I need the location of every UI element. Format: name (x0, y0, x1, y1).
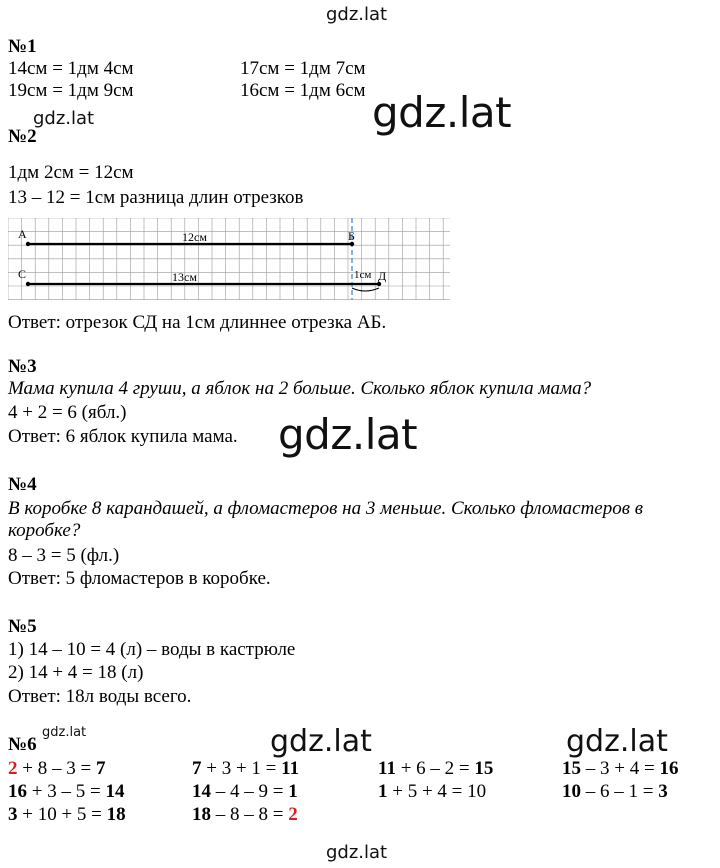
task6-expr-3 (378, 758, 493, 780)
task5-answer: Ответ: 18л воды всего. (8, 686, 192, 707)
task6-expr-7 (378, 781, 486, 803)
watermark-tiny: gdz.lat (42, 725, 87, 740)
task6-expr-5 (8, 781, 124, 803)
result: 18 (106, 804, 126, 825)
result: 15 (474, 758, 494, 779)
label-point-d: Д (378, 269, 387, 283)
task3-problem: Мама купила 4 груши, а яблок на 2 больше. Сколько яблок купила мама? (8, 378, 592, 399)
result: 1 (288, 781, 298, 802)
result: 14 (105, 781, 125, 802)
operations: + 8 – 3 = (17, 758, 96, 779)
task6-expr-10 (192, 804, 298, 826)
point-c-dot (26, 282, 30, 286)
task4-heading: №4 (8, 474, 37, 495)
watermark-top: gdz.lat (326, 4, 388, 25)
result: 16 (659, 758, 679, 779)
task6-expr-8 (562, 781, 668, 803)
operations: + 10 + 5 = (17, 804, 107, 825)
task6-heading: №6 (8, 734, 37, 755)
operations: – 4 – 9 = (211, 781, 289, 802)
task6-expr-4 (562, 758, 678, 780)
label-point-a: А (18, 227, 27, 241)
task1-heading: №1 (8, 36, 37, 57)
task1-eq-2: 17см = 1дм 7см (240, 58, 366, 79)
operations: – 8 – 8 = (211, 804, 289, 825)
operations: – 6 – 1 = (581, 781, 659, 802)
watermark-bottom: gdz.lat (326, 842, 388, 863)
label-point-c: С (18, 267, 27, 281)
segment-grid-figure (8, 218, 450, 300)
watermark-medium-2: gdz.lat (566, 724, 668, 759)
start-number: 10 (562, 781, 581, 802)
watermark-large-1: gdz.lat (372, 88, 512, 137)
task6-expr-1 (8, 758, 105, 780)
label-length-ab: 12см (182, 230, 207, 244)
task3-solution: 4 + 2 = 6 (ябл.) (8, 402, 127, 423)
result: 11 (281, 758, 300, 779)
operations: – 3 + 4 = (581, 758, 660, 779)
watermark-small: gdz.lat (33, 108, 95, 129)
start-number: 16 (8, 781, 27, 802)
start-number: 14 (192, 781, 211, 802)
start-number: 11 (378, 758, 396, 779)
task5-heading: №5 (8, 616, 37, 637)
watermark-large-2: gdz.lat (278, 410, 418, 459)
result: 3 (658, 781, 668, 802)
label-length-diff: 1см (354, 269, 372, 281)
task5-step-1: 1) 14 – 10 = 4 (л) – воды в кастрюле (8, 639, 296, 660)
operations: + 6 – 2 = (395, 758, 475, 779)
start-number: 1 (378, 781, 388, 802)
task1-eq-1: 14см = 1дм 4см (8, 58, 134, 79)
start-number: 2 (8, 758, 18, 779)
result: 2 (288, 804, 298, 825)
label-length-cd: 13см (172, 270, 197, 284)
task4-problem-line-2: коробке? (8, 520, 81, 541)
start-number: 3 (8, 804, 18, 825)
operations: + 3 + 1 = (201, 758, 282, 779)
task6-expr-6 (192, 781, 298, 803)
task4-solution: 8 – 3 = 5 (фл.) (8, 545, 120, 566)
watermark-medium-1: gdz.lat (270, 724, 372, 759)
grid-lines (8, 218, 450, 300)
result: 7 (95, 758, 106, 779)
task3-heading: №3 (8, 356, 37, 377)
task6-expr-9 (8, 804, 126, 826)
task6-expr-2 (192, 758, 299, 780)
task5-step-2: 2) 14 + 4 = 18 (л) (8, 662, 144, 683)
label-point-b: Б (348, 229, 355, 243)
task1-eq-3: 19см = 1дм 9см (8, 80, 134, 101)
operations: + 3 – 5 = (27, 781, 106, 802)
task2-line-2: 13 – 12 = 1см разница длин отрезков (8, 187, 304, 208)
point-a-dot (26, 242, 30, 246)
task2-line-1: 1дм 2см = 12см (8, 162, 134, 183)
task4-answer: Ответ: 5 фломастеров в коробке. (8, 568, 271, 589)
task3-answer: Ответ: 6 яблок купила мама. (8, 426, 238, 447)
start-number: 7 (192, 758, 202, 779)
operations: + 5 + 4 = (387, 781, 468, 802)
task1-eq-4: 16см = 1дм 6см (240, 80, 366, 101)
start-number: 15 (562, 758, 581, 779)
start-number: 18 (192, 804, 211, 825)
task2-heading: №2 (8, 126, 37, 147)
task4-problem-line-1: В коробке 8 карандашей, а фломастеров на 3 меньше. Сколько фломастеров в (8, 498, 643, 519)
result: 10 (467, 781, 487, 802)
task2-answer: Ответ: отрезок СД на 1см длиннее отрезка АБ. (8, 312, 387, 333)
